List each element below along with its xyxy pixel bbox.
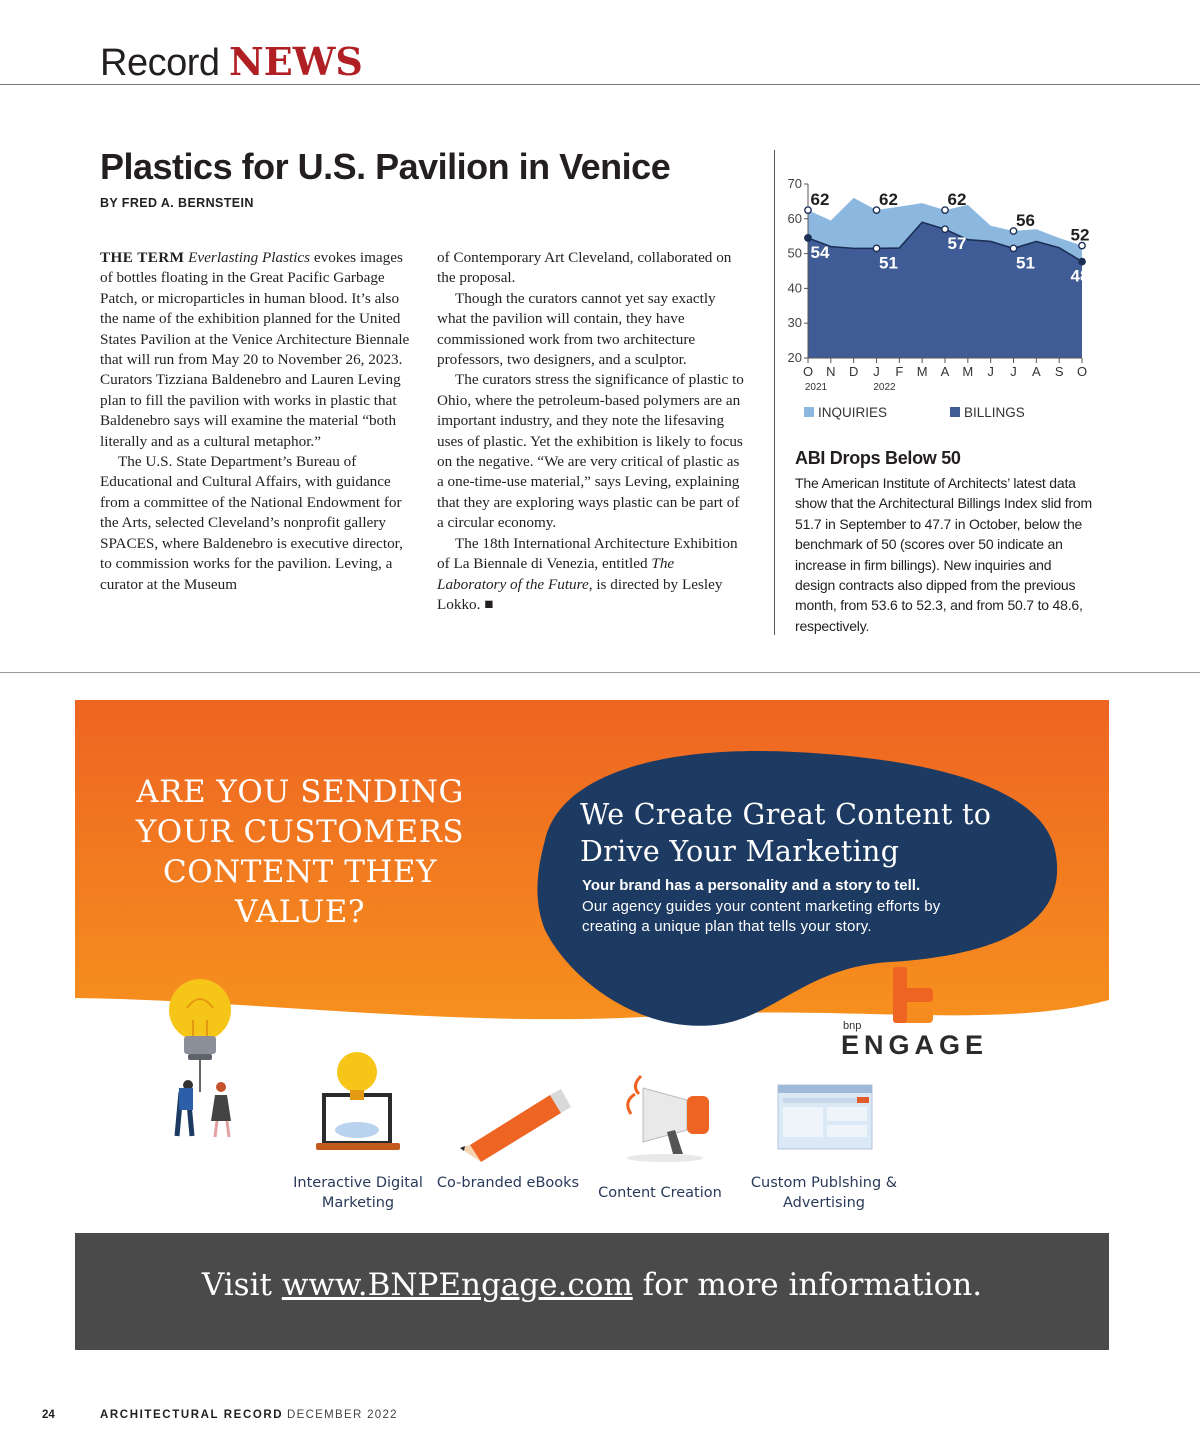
paragraph-text: , is directed by Lesley Lokko. ■: [437, 575, 723, 613]
y-tick-label: 20: [787, 350, 802, 365]
data-label: 62: [947, 190, 967, 210]
y-tick-label: 50: [787, 245, 802, 261]
x-tick-label: O: [802, 364, 814, 379]
megaphone-icon: [627, 1076, 709, 1162]
x-tick-label: J: [1010, 364, 1017, 379]
x-tick-label: M: [962, 364, 974, 379]
x-tick-label: J: [987, 364, 994, 379]
data-label: 62: [879, 190, 898, 210]
article-paragraph: of Contemporary Art Cleveland, collaborated on the proposal.: [437, 249, 732, 287]
legend-swatch: [950, 407, 960, 417]
top-rule: [0, 84, 1200, 85]
x-tick-label: A: [1031, 364, 1041, 379]
issue-date: DECEMBER 2022: [287, 1409, 398, 1421]
x-tick-label: F: [895, 364, 904, 379]
x-tick-label: A: [940, 364, 950, 379]
y-tick-label: 60: [787, 210, 802, 226]
x-tick-label: N: [826, 364, 836, 379]
data-label: 62: [810, 190, 830, 210]
service-caption: Co-branded eBooks: [436, 1175, 580, 1191]
year-label: 2022: [873, 382, 896, 393]
logo-bnp-text: bnp: [843, 1020, 862, 1032]
data-label: 51: [1016, 253, 1035, 273]
y-tick-label: 70: [787, 176, 802, 191]
article-paragraph: The U.S. State Department’s Bureau of Educational and Cultural Affairs, with guidance from a committee of the National Endowment for the Arts, selected Cleveland’s nonprofit gallery SPACES, where Baldenebro is executive director, to commission works for the pavilion. Leving, a curator at the Museum: [100, 453, 403, 593]
masthead-record: Record: [100, 42, 220, 84]
biennale-title: The Laboratory of the Future: [437, 555, 675, 593]
lightbulb-people-icon: [169, 979, 231, 1137]
article-headline: Plastics for U.S. Pavilion in Venice: [100, 146, 671, 187]
lead-in: THE TERM: [100, 249, 185, 266]
advertisement[interactable]: [75, 700, 1109, 1350]
data-point: [1010, 245, 1016, 251]
y-tick-label: 40: [787, 280, 802, 296]
data-label: 54: [810, 242, 830, 262]
masthead-news: NEWS: [229, 39, 363, 84]
cta-link[interactable]: www.BNPEngage.com: [281, 1267, 633, 1303]
legend-label: INQUIRIES: [818, 405, 888, 420]
magazine-name: ARCHITECTURAL RECORD: [100, 1409, 284, 1421]
pencil-icon: [460, 1089, 571, 1162]
y-tick-label: 30: [787, 315, 802, 331]
service-caption: Custom Publshing & Advertising: [750, 1175, 898, 1211]
sidebar-text: The American Institute of Architects’ latest data show that the Architectural Billings Index slid from 51.7 in September to 47.7 in October, below the benchmark of 50 (scores over 50 indicate an increase in firm billings). New inquiries and design contracts also dipped from the previous month, from 53.6 to 52.3, and from 50.7 to 48.6, respectively.: [795, 475, 1092, 634]
data-point: [873, 245, 879, 251]
data-label: 48: [1070, 266, 1090, 286]
ad-question: ARE YOU SENDING YOUR CUSTOMERS CONTENT THEY VALUE?: [135, 774, 465, 930]
engage-logo-icon: [893, 967, 933, 1023]
service-caption: Interactive Digital Marketing: [293, 1175, 423, 1211]
column-divider: [774, 150, 775, 635]
section-rule: [0, 672, 1200, 673]
ad-headline: We Create Great Content to Drive Your Marketing: [580, 798, 992, 868]
x-tick-label: S: [1054, 364, 1064, 379]
article-column-2: [437, 248, 747, 615]
legend-label: BILLINGS: [964, 405, 1025, 420]
article-paragraph: [437, 534, 747, 616]
logo-engage-text: ENGAGE: [841, 1030, 989, 1060]
data-label: 57: [947, 234, 967, 254]
sidebar-title: ABI Drops Below 50: [795, 448, 961, 468]
data-label: 51: [879, 253, 898, 273]
x-tick-label: M: [916, 364, 928, 379]
x-tick-label: D: [848, 364, 859, 379]
paragraph-text: evokes images of bottles floating in the Great Pacific Garbage Patch, or microparticles in human blood. It’s also the name of the exhibition planned for the United States Pavilion at the Venice Architecture Biennale that will run from May 20 to November 26, 2023. Curators Tizziana Baldenebro and Lauren Leving plan to fill the pavilion with works in plastic that Baldenebro says will examine the material “both literally and as a cultural metaphor.”: [100, 249, 410, 450]
legend-swatch: [804, 407, 814, 417]
data-label: 56: [1016, 210, 1035, 230]
data-point: [942, 226, 948, 232]
cta-suffix: for more information.: [632, 1267, 983, 1303]
article-paragraph: [100, 248, 410, 452]
article-paragraph: The curators stress the significance of plastic to Ohio, where the petroleum-based polymers are an important industry, and they note the lifesaving uses of plastic. Yet the exhibition is likely to focus on the negative. “We are very critical of plastic as a one-time-use material,” says Leving, explaining that they are exploring ways plastic can be part of a circular economy.: [437, 371, 744, 532]
paragraph-text: The 18th International Architecture Exhibition of La Biennale di Venezia, entitled: [437, 534, 738, 573]
data-label: 52: [1070, 225, 1090, 245]
exhibition-title: Everlasting Plastics: [188, 249, 311, 266]
laptop-icon: [316, 1052, 400, 1150]
abi-chart: [780, 170, 1100, 430]
data-point: [805, 235, 811, 241]
masthead: [100, 40, 363, 85]
ad-tagline: Our agency guides your content marketing efforts by creating a unique plan that tells your story.: [582, 898, 941, 935]
article-paragraph: Though the curators cannot yet say exactly what the pavilion will contain, they have commissioned work from two architecture professors, two designers, and a sculptor.: [437, 289, 716, 369]
cta-prefix: Visit: [201, 1267, 282, 1303]
service-caption: Content Creation: [598, 1185, 722, 1201]
year-label: 2021: [804, 382, 828, 393]
x-tick-label: J: [873, 364, 880, 379]
website-icon: [778, 1085, 872, 1149]
cta-text: [75, 1267, 1109, 1303]
article-byline: BY FRED A. BERNSTEIN: [100, 196, 254, 210]
ad-tagline-bold: Your brand has a personality and a story to tell.: [582, 877, 921, 894]
page-number: 24: [42, 1409, 55, 1421]
data-point: [1079, 258, 1085, 264]
article-column-1: [100, 248, 410, 595]
x-tick-label: O: [1076, 364, 1088, 379]
